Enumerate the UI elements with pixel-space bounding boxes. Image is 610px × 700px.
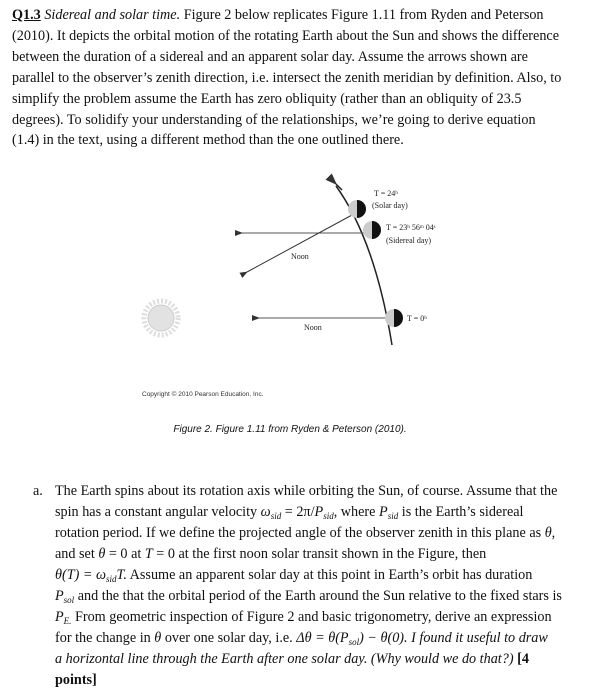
text-line: between the duration of a sidereal and an apparent solar day. Assume the arrows shown are xyxy=(12,48,528,65)
text-line: Figure 2 below replicates Figure 1.11 from Ryden and Peterson xyxy=(180,7,544,23)
text-line: and set θ = 0 at T = 0 at the first noon solar transit shown in the Figure, then xyxy=(55,546,487,562)
earth-solar-day xyxy=(348,200,366,218)
figure-caption: Figure 2. Figure 1.11 from Ryden & Peterson (2010). xyxy=(173,424,407,435)
text-line: simplify the problem assume the Earth has zero obliquity (rather than an obliquity of 23.5 xyxy=(12,90,522,107)
text-line: spin has a constant angular velocity $\omega_{sid} = 2\pi/P_{sid}$, where $P_{sid}$ is the Earth’s sidereal xyxy=(55,504,524,521)
question-title: Sidereal and solar time. xyxy=(44,7,181,23)
text-line: $\theta(T) = \omega_{sid}T$. Assume an apparent solar day at this point in Earth’s orbit has duration xyxy=(55,567,533,584)
text-line: degrees). To solidify your understanding of the relationships, we’re going to derive equation xyxy=(12,111,536,128)
sidereal-day-label: (Sidereal day) xyxy=(386,236,432,245)
part-label: a. xyxy=(33,483,43,499)
text-line: parallel to the observer’s zenith direction, i.e. intersect the zenith meridian by definition. Also, to xyxy=(12,69,562,86)
text-line: $P_{sol}$ and the that the orbital period of the Earth around the Sun relative to the fixed stars is xyxy=(55,588,562,605)
text-line: (1.4) in the text, using a different method than the one outlined there. xyxy=(12,132,404,149)
noon-label: Noon xyxy=(291,252,309,261)
solar-noon-arrow xyxy=(247,215,352,272)
question-text xyxy=(12,5,602,151)
sun-icon xyxy=(144,301,178,335)
t0-label: T = 0ʰ xyxy=(407,314,427,323)
text-line: points] xyxy=(55,672,97,688)
earth-sidereal-day xyxy=(363,221,381,239)
solar-time-label: T = 24ʰ xyxy=(374,189,398,198)
sidereal-time-label: T = 23ʰ 56ᵐ 04ˢ xyxy=(386,223,436,232)
noon-label: Noon xyxy=(304,323,322,332)
text-line: $P_{E.}$ From geometric inspection of Figure 2 and basic trigonometry, derive an expression xyxy=(55,609,552,626)
text-line: a horizontal line through the Earth after one solar day. (Why would we do that?) [4 xyxy=(55,651,529,667)
copyright: Copyright © 2010 Pearson Education, Inc. xyxy=(142,391,264,398)
text-line: rotation period. If we define the projected angle of the observer zenith in this plane as θ, xyxy=(55,525,556,541)
earth-t0 xyxy=(385,309,403,327)
text-line: (2010). It depicts the orbital motion of the rotating Earth about the Sun and shows the difference xyxy=(12,27,560,44)
question-number: Q1.3 xyxy=(12,7,41,23)
text-line: for the change in θ over one solar day, i.e. $\Delta\theta = \theta(P_{sol}) - \theta(0)$. I found it useful to draw xyxy=(55,630,548,647)
orbit-figure xyxy=(0,160,610,430)
text-line: The Earth spins about its rotation axis while orbiting the Sun, of course. Assume that the xyxy=(55,483,558,499)
solar-day-label: (Solar day) xyxy=(372,201,408,210)
